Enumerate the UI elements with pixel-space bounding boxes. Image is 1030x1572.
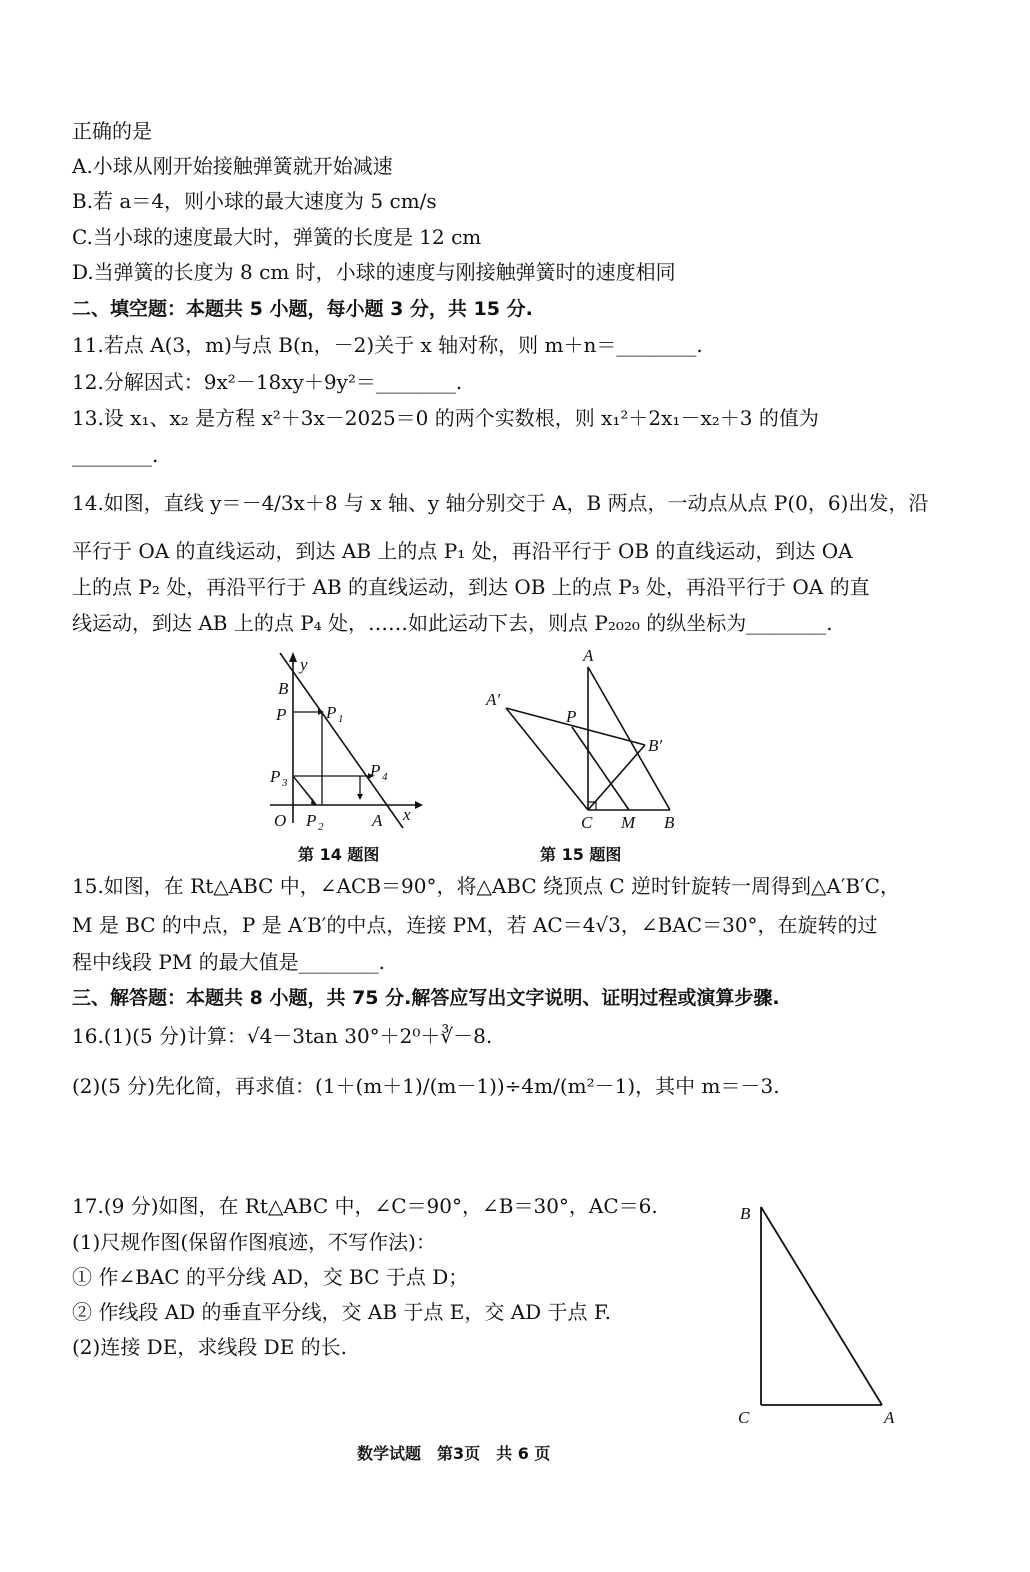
fig15-label-bp: B′ [648, 736, 663, 755]
fig15-label-c: C [581, 813, 593, 832]
fig14-label-p3: P [270, 767, 281, 786]
caption-fig15: 第 15 题图 [540, 845, 622, 864]
question-15-line-2: M 是 BC 的中点，P 是 A′B′的中点，连接 PM，若 AC＝4√3，∠BAC＝30°，在旋转的过 [72, 913, 878, 937]
fig14-label-p1: P [326, 703, 337, 722]
question-17-part-1: (1)尺规作图(保留作图痕迹，不写作法)： [72, 1230, 436, 1254]
question-14-line-2: 平行于 OA 的直线运动，到达 AB 上的点 P₁ 处，再沿平行于 OB 的直线运动，到达 OA [72, 539, 853, 563]
option-c: C.当小球的速度最大时，弹簧的长度是 12 cm [72, 225, 482, 249]
text-line: 正确的是 [72, 119, 152, 143]
question-16-1: 16.(1)(5 分)计算：√4－3tan 30°＋2⁰＋∛－8. [72, 1024, 493, 1048]
fig14-label-x: x [403, 805, 411, 824]
question-15: 15.如图，在 Rt△ABC 中，∠ACB＝90°，将△ABC 绕顶点 C 逆时针旋转一周得到△A′B′C， [72, 874, 900, 898]
question-13-blank: ________. [72, 443, 159, 467]
figure-15 [480, 645, 700, 835]
fig15-label-p: P [566, 707, 577, 726]
fig14-label-p4-sub: 4 [382, 771, 388, 783]
fig14-y-arrow [289, 652, 297, 662]
section-heading-fill-in: 二、填空题：本题共 5 小题，每小题 3 分，共 15 分. [72, 298, 533, 320]
question-17-step-2: ② 作线段 AD 的垂直平分线，交 AB 于点 E，交 AD 于点 F. [72, 1300, 612, 1324]
question-15-line-3: 程中线段 PM 的最大值是________. [72, 950, 386, 974]
fig17-label-a: A [884, 1408, 895, 1427]
fig14-label-a: A [372, 811, 383, 830]
question-13: 13.设 x₁、x₂ 是方程 x²＋3x－2025＝0 的两个实数根，则 x₁²＋2x₁－x₂＋3 的值为 [72, 406, 819, 430]
fig14-label-p4: P [370, 761, 381, 780]
fig15-pm [572, 727, 629, 810]
fig14-label-b: B [278, 679, 289, 698]
question-12: 12.分解因式：9x²－18xy＋9y²＝________. [72, 370, 463, 394]
fig14-label-p1-sub: 1 [338, 713, 344, 725]
fig14-label-p3-sub: 3 [282, 777, 288, 789]
page-footer: 数学试题 第3页 共 6 页 [357, 1444, 551, 1463]
fig14-label-o: O [274, 811, 287, 830]
question-16-2: (2)(5 分)先化简，再求值：(1＋(m＋1)/(m－1))÷4m/(m²－1)，其中 m＝－3. [72, 1074, 780, 1098]
question-11: 11.若点 A(3，m)与点 B(n，－2)关于 x 轴对称，则 m＋n＝________. [72, 333, 703, 357]
question-14-line-4: 线运动，到达 AB 上的点 P₄ 处，……如此运动下去，则点 P₂₀₂₀ 的纵坐标为________. [72, 611, 833, 635]
section-heading-solutions: 三、解答题：本题共 8 小题，共 75 分.解答应写出文字说明、证明过程或演算步骤. [72, 987, 780, 1009]
fig14-label-p: P [276, 705, 287, 724]
figure-14 [260, 648, 430, 838]
question-17-part-2: (2)连接 DE，求线段 DE 的长. [72, 1335, 348, 1359]
fig14-label-y: y [300, 655, 308, 674]
figure-17 [730, 1195, 910, 1430]
fig14-label-p2: P [306, 811, 317, 830]
fig17-ab [761, 1207, 882, 1405]
question-17: 17.(9 分)如图，在 Rt△ABC 中，∠C＝90°，∠B＝30°，AC＝6. [72, 1194, 658, 1218]
fig17-label-c: C [738, 1408, 750, 1427]
fig14-label-p2-sub: 2 [318, 821, 324, 833]
fig17-label-b: B [740, 1204, 751, 1223]
question-14: 14.如图，直线 y＝－4/3x＋8 与 x 轴、y 轴分别交于 A，B 两点，一动点从点 P(0，6)出发，沿 [72, 491, 929, 515]
option-d: D.当弹簧的长度为 8 cm 时，小球的速度与刚接触弹簧时的速度相同 [72, 260, 676, 284]
option-b: B.若 a＝4，则小球的最大速度为 5 cm/s [72, 189, 437, 213]
fig15-label-a: A [583, 646, 594, 665]
fig14-line-ab [280, 653, 403, 828]
fig14-x-arrow [415, 801, 423, 809]
fig15-label-b: B [664, 813, 675, 832]
option-a: A.小球从刚开始接触弹簧就开始减速 [72, 154, 393, 178]
fig15-label-m: M [621, 813, 636, 832]
question-14-line-3: 上的点 P₂ 处，再沿平行于 AB 的直线运动，到达 OB 上的点 P₃ 处，再沿平行于 OA 的直 [72, 575, 870, 599]
fig15-bpc [588, 745, 645, 810]
caption-fig14: 第 14 题图 [298, 845, 380, 864]
fig15-label-ap: A′ [486, 690, 501, 709]
question-17-step-1: ① 作∠BAC 的平分线 AD，交 BC 于点 D； [72, 1265, 469, 1289]
